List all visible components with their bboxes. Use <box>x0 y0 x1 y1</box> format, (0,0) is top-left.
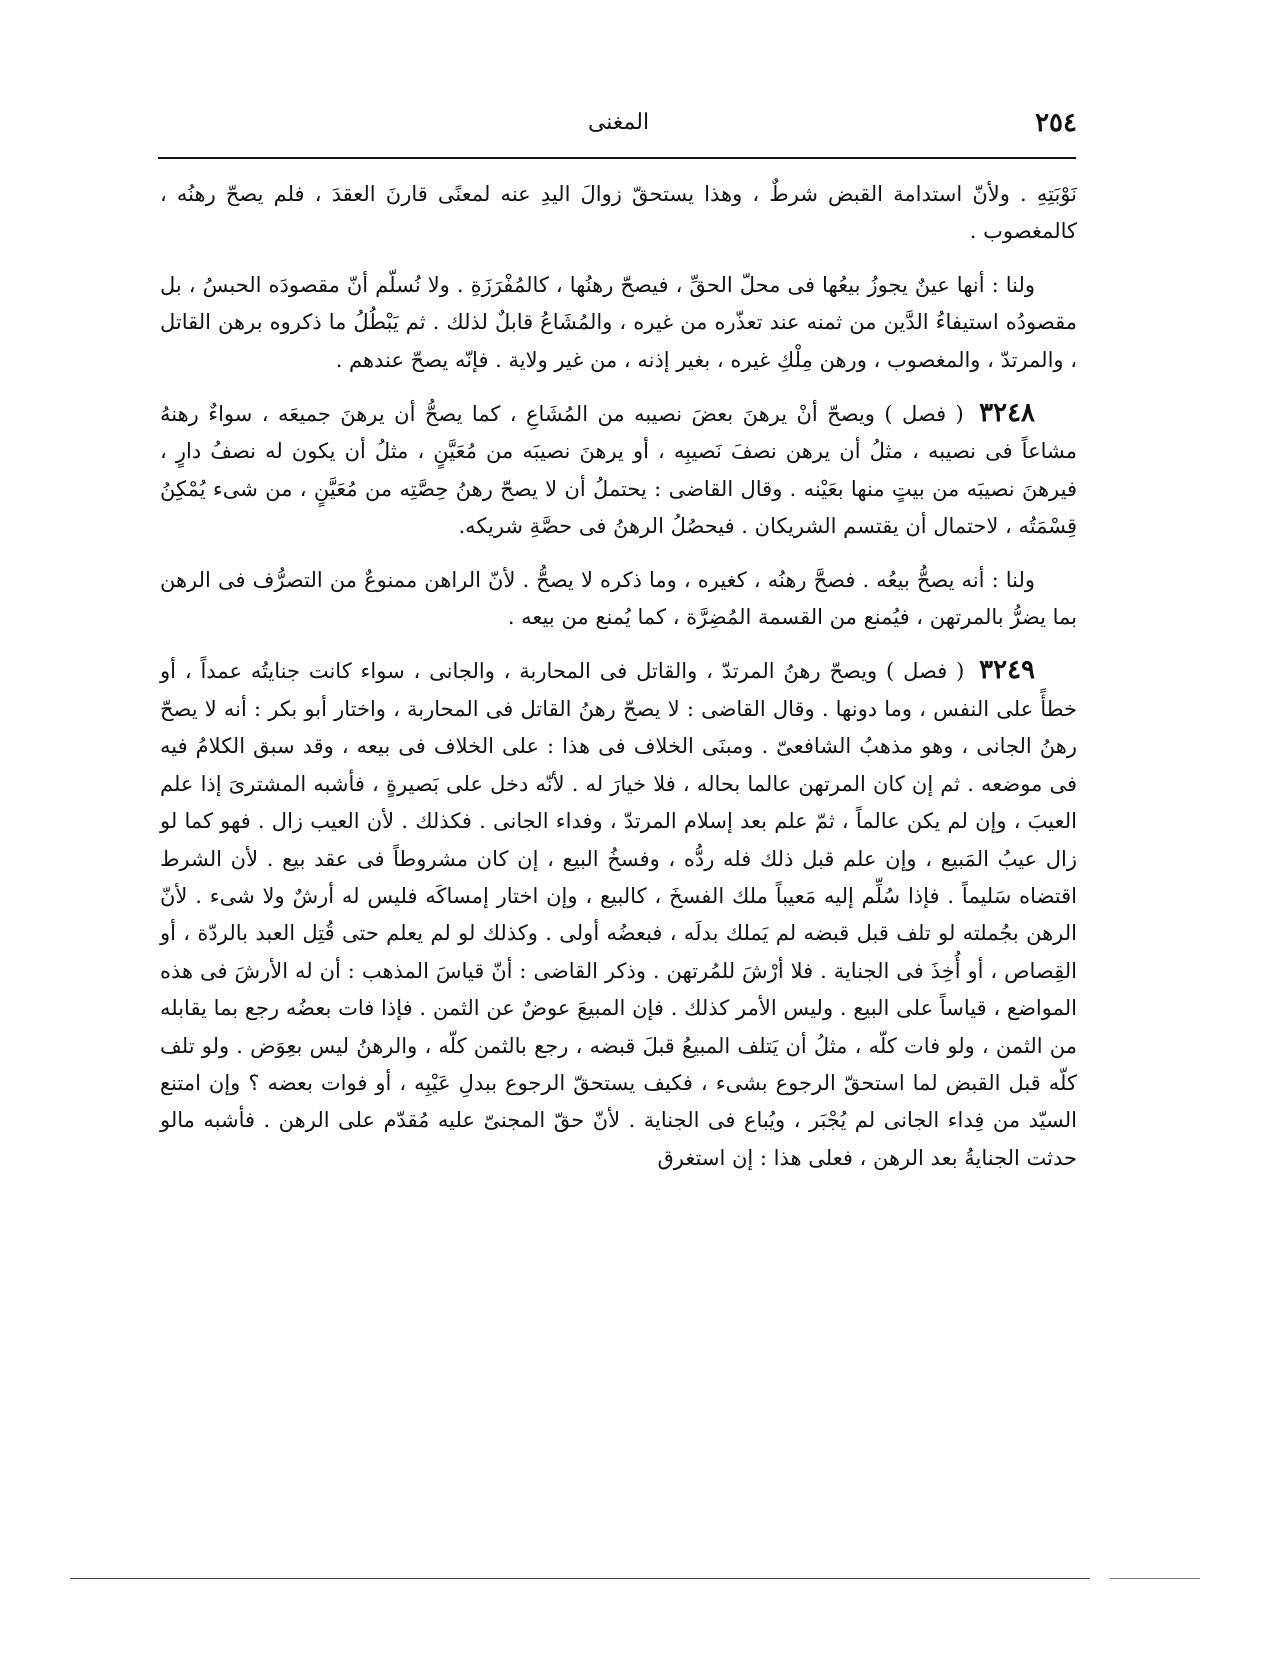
paragraph-text: نَوْبَتِهِ . ولأنّ استدامة القبض شرطٌ ، وهذا يستحقّ زوالَ اليدِ عنه لمعنًى قارنَ العقدَ ، فلم يصحّ رهنُه ، كالمغصوب . <box>160 182 1077 244</box>
paragraph-text: ولنا : أنها عينٌ يجوزُ بيعُها فى محلّ الحقِّ ، فيصحّ رهنُها ، كالمُفْرَزَةِ . ولا نُسلّم أنّ مقصودَه الحبسُ ، بل مقصودُه استيفاءُ الدَّين من ثمنه عند تعذّره من غيره ، والمُشَاعُ قابلٌ لذلك . ثم يَبْطُلُ ما ذكروه برهن القاتل ، والمرتدّ ، والمغصوب ، ورهن مِلْكِ غيره ، بغير إذنه ، من غير ولاية . فإنّه يصحّ عندهم . <box>160 272 1077 372</box>
page-number: ٢٥٤ <box>1035 108 1077 138</box>
paragraph-text: ولنا : أنه يصحُّ بيعُه . فصحَّ رهنُه ، كغيره ، وما ذكره لا يصحُّ . لأنّ الراهن ممنوعٌ من التصرُّف فى الرهن بما يضرُّ بالمرتهن ، فيُمنع من القسمة المُضِرَّة ، كما يُمنع من بيعه . <box>160 567 1077 630</box>
paragraph-continuation <box>160 176 1077 251</box>
paragraph-text: ( فصل ) ويصحّ أنْ يرهنَ بعضَ نصيبه من المُشَاعِ ، كما يصحُّ أن يرهنَ جميعَه ، سواءٌ رهنهُ مشاعاً فى نصيبه ، مثلُ أن يرهن نصفَ نَصيبِه ، أو يرهنَ نصيبَه من مُعَيَّنٍ ، مثلُ أن يكون له نصفُ دارٍ ، فيرهنَ نصيبَه من بيتٍ منها بعَيْنه . وقال القاضى : يحتملُ أن لا يصحّ رهنُ حِصَّتِه من مُعَيَّنٍ ، من شىء يُمْكِنُ قِسْمَتُه ، لاحتمال أن يقتسم الشريكان . فيحصُلُ الرهنُ فى حصَّةِ شريكه. <box>160 402 1077 539</box>
section-number: ٣٢٤٨ <box>979 398 1035 429</box>
section-number: ٣٢٤٩ <box>979 655 1035 686</box>
section-paragraph-3248 <box>160 395 1077 546</box>
paragraph-text: ( فصل ) ويصحّ رهنُ المرتدّ ، والقاتل فى المحاربة ، والجانى ، سواء كانت جنايتُه عمداً ، أو خطأً على النفس ، وما دونها . وقال القاضى : لا يصحّ رهنُ القاتل فى المحاربة ، واختار أبو بكر : أنه لا يصحّ رهنُ الجانى ، وهو مذهبُ الشافعىّ . ومبنَى الخلاف فى هذا : على الخلاف فى بيعه ، وقد سبق الكلامُ فيه فى موضعه . ثم إن كان المرتهن عالما بحاله ، فلا خيارَ له . لأنّه دخل على بَصيرةٍ ، فأشبه المشترىَ إذا علم العيبَ ، وإن لم يكن عالماً ، ثمّ علم بعد إسلام المرتدّ ، وفداء الجانى . فكذلك . لأن العيب زال . فهو كما لو زال عيبُ المَبيع ، وإن علم قبل ذلك فله ردُّه ، وفسخُ البيع ، إن كان مشروطاً فى عقد بيع . لأن الشرط اقتضاه سَليماً . فإذا سُلِّم إليه مَعيباً ملك الفسخَ ، كالبيع ، وإن اختار إمساكَه فليس له أرشٌ ولا شىء . لأنّ الرهن بجُملته لو تلف قبل قبضه لم يَملك بدلَه ، فبعضُه أولى . وكذلك لو لم يعلم حتى قُتِل العبد بالردّة ، أو القِصاص ، أو أُخِذَ فى الجناية . فلا أرْشَ للمُرتهن . وذكر القاضى : أنّ قياسَ المذهب : أن له الأرشَ فى هذه المواضع ، قياساً على البيع . وليس الأمر كذلك . فإن المبيعَ عوضٌ عن الثمن . فإذا فات بعضُه رجع بما يقابله من الثمن ، ولو فات كلّه ، مثلُ أن يَتلف المبيعُ قبلَ قبضه ، رجع بالثمن كلّه ، والرهنُ ليس بعِوَض . ولو تلف كلّه قبل القبض لما استحقّ الرجوع بشىء ، فكيف يستحقّ الرجوع ببدلِ عَيْبِه ، أو فوات بعضه ؟ وإن امتنع السيّد من فِداء الجانى لم يُجْبَر ، ويُباع فى الجناية . لأنّ حقّ المجنىّ عليه مُقدّم على الرهن . فأشبه مالو حدثت الجنايةُ بعد الرهن ، فعلى هذا : إن استغرق <box>160 659 1077 1170</box>
running-title: المغنى <box>587 110 650 135</box>
body-text <box>160 176 1077 1177</box>
header-divider <box>158 157 1076 159</box>
footer-divider <box>70 1578 1090 1579</box>
paragraph <box>160 562 1077 637</box>
paragraph <box>160 267 1077 379</box>
page-header <box>160 108 1077 144</box>
footer-divider-short <box>1110 1578 1200 1579</box>
section-paragraph-3249 <box>160 652 1077 1177</box>
